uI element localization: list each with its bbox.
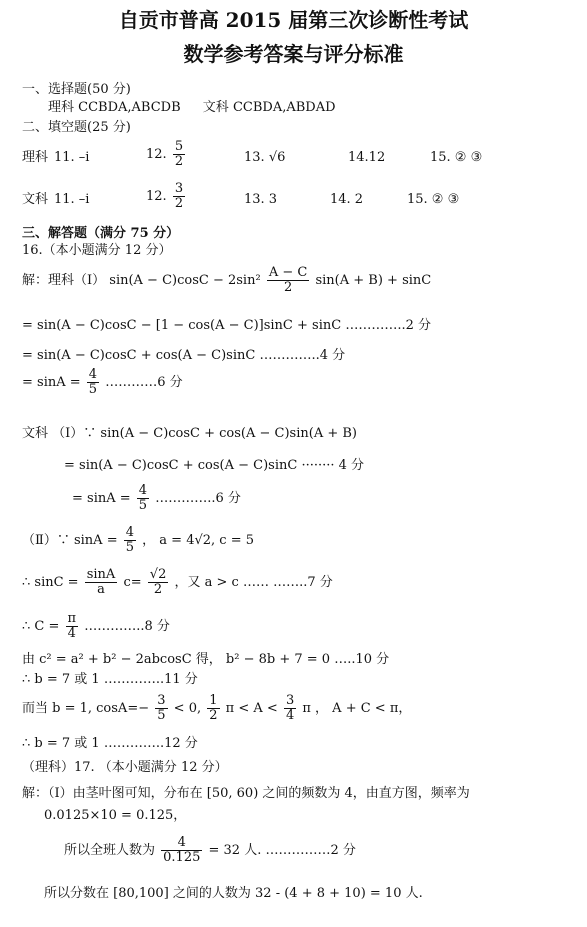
expr-pre: 而当 b = 1, cosA=− [22, 701, 150, 716]
section-fill-heading: 二、填空题(25 分) [22, 120, 131, 135]
fill-wen-q14: 14. 2 [330, 192, 364, 207]
denominator: 5 [138, 498, 148, 513]
document-subtitle: 数学参考答案与评分标准 [183, 42, 404, 66]
q16-part2-line1 [22, 526, 254, 555]
fill-li-q11: 11. –i [54, 150, 90, 165]
denominator: 5 [157, 708, 166, 723]
q12-number: 12. [146, 189, 167, 204]
fraction [267, 266, 310, 295]
fraction [137, 484, 149, 513]
fill-wen-q13: 13. 3 [244, 192, 278, 207]
q17-line3 [64, 836, 356, 865]
section-choice-heading: 一、选择题(50 分) [22, 82, 131, 97]
fill-li-label: 理科 [22, 150, 49, 165]
expr-post: …………..6 分 [155, 491, 241, 506]
fill-li-q15: 15. ② ③ [430, 150, 483, 165]
fill-li-q12 [146, 140, 187, 169]
expr-post: 人. ……………2 分 [244, 843, 356, 858]
numerator: 4 [88, 367, 98, 382]
denominator: 5 [125, 540, 135, 555]
expr-post: ， a = 4√2, c = 5 [142, 533, 254, 548]
expr-mid: < 0, [173, 701, 202, 716]
q16-part2-line2 [22, 568, 333, 597]
numerator: 4 [161, 836, 202, 851]
q16-heading: 16.（本小题满分 12 分） [22, 243, 172, 258]
expr-pre: ∴ C = [22, 619, 60, 634]
numerator: 4 [125, 525, 135, 540]
q16-li-line3: = sin(A − C)cosC + cos(A − C)sinC …………..4 分 [22, 348, 346, 363]
expr-post: …………6 分 [105, 375, 183, 390]
denominator: a [97, 582, 105, 597]
fraction [161, 836, 202, 865]
fill-wen-q12 [146, 182, 187, 211]
section-solution-heading: 三、解答题（满分 75 分） [22, 226, 180, 241]
q17-heading: （理科）17. （本小题满分 12 分） [22, 760, 228, 775]
q16-part2-line6 [22, 694, 411, 723]
q17-line1: 解：（Ⅰ）由茎叶图可知，分布在 [50, 60) 之间的频数为 4，由直方图，频率为 [22, 786, 470, 801]
q13-number: 13. [244, 150, 265, 165]
q16-part2-line5: ∴ b = 7 或 1 …………..11 分 [22, 672, 198, 687]
expr-eq: = 32 [208, 843, 241, 858]
numerator: 4 [138, 483, 148, 498]
fill-li-q13 [244, 150, 285, 166]
numerator: 1 [209, 693, 218, 708]
expr-post: π ， A + C < π， [302, 701, 412, 716]
fraction [124, 526, 136, 555]
q16-li-line2: = sin(A − C)cosC − [1 − cos(A − C)]sinC + sinC …………..2 分 [22, 318, 431, 333]
document-title: 自贡市普高 2015 届第三次诊断性考试 [118, 8, 469, 32]
numerator: 3 [174, 181, 184, 196]
expr-mid2: π < A < [225, 701, 278, 716]
choice-answers-row [48, 100, 336, 116]
q16-part2-line3 [22, 612, 170, 641]
q16-part2-line4: 由 c² = a² + b² − 2abcosC 得， b² − 8b + 7 = 0 …..10 分 [22, 652, 390, 667]
li-choice-answers: CCBDA,ABCDB [78, 100, 181, 115]
fraction [173, 140, 185, 169]
numerator: √2 [149, 567, 167, 582]
expr-mid: c= [123, 575, 142, 590]
q17-line2: 0.0125×10 = 0.125， [44, 808, 187, 823]
numerator: 3 [285, 693, 295, 708]
q16-li-line4 [22, 368, 183, 397]
expr-post: ，又 a > c …… ……..7 分 [174, 575, 333, 590]
wen-label: 文科 [202, 100, 229, 115]
denominator: 4 [285, 708, 295, 723]
fill-li-q14: 14.12 [348, 150, 386, 165]
q16-wen-line2: = sin(A − C)cosC + cos(A − C)sinC ········ 4 分 [64, 458, 365, 473]
expr-post: sin(A + B) + sinC [315, 273, 432, 288]
fraction [87, 368, 99, 397]
numerator: π [67, 611, 77, 626]
denominator: 2 [209, 708, 218, 723]
q17-line4: 所以分数在 [80,100] 之间的人数为 32 - (4 + 8 + 10) = 10 人. [44, 886, 423, 901]
denominator: 2 [174, 154, 184, 169]
denominator: 4 [67, 626, 76, 641]
li-label: 理科 [48, 100, 75, 115]
q13-answer: √6 [268, 150, 286, 165]
denominator: 0.125 [163, 850, 201, 865]
denominator: 2 [174, 196, 184, 211]
q16-wen-line1 [22, 426, 357, 442]
fill-wen-label: 文科 [22, 192, 49, 207]
q16-part2-line7: ∴ b = 7 或 1 …………..12 分 [22, 736, 198, 751]
wen-choice-answers: CCBDA,ABDAD [232, 100, 336, 115]
expr-pre: = sinA = [22, 375, 81, 390]
numerator: A − C [268, 265, 308, 280]
fill-wen-q11: 11. –i [54, 192, 90, 207]
fill-wen-q15: 15. ② ③ [407, 192, 460, 207]
numerator: 3 [157, 693, 166, 708]
fraction [155, 694, 167, 723]
wen-label: 文科 [22, 426, 49, 441]
denominator: 2 [153, 582, 163, 597]
denominator: 5 [88, 382, 98, 397]
expr: （Ⅰ）∵ sin(A − C)cosC + cos(A − C)sin(A + B) [52, 426, 358, 441]
expr-pre: 解：理科（Ⅰ） sin(A − C)cosC − 2sin² [22, 273, 261, 288]
fraction [148, 568, 169, 597]
expr-pre: = sinA = [72, 491, 131, 506]
numerator: sinA [86, 567, 116, 582]
numerator: 5 [174, 139, 184, 154]
q16-li-line1 [22, 266, 431, 295]
fraction [85, 568, 118, 597]
expr-pre: ∴ sinC = [22, 575, 79, 590]
expr-post: …………..8 分 [84, 619, 170, 634]
denominator: 2 [283, 280, 293, 295]
expr-pre: （Ⅱ）∵ sinA = [22, 533, 118, 548]
q12-number: 12. [146, 147, 167, 162]
fraction [173, 182, 185, 211]
fraction [207, 694, 219, 723]
fraction [66, 612, 79, 641]
expr-pre: 所以全班人数为 [64, 843, 156, 858]
fraction [284, 694, 296, 723]
q16-wen-line3 [72, 484, 241, 513]
